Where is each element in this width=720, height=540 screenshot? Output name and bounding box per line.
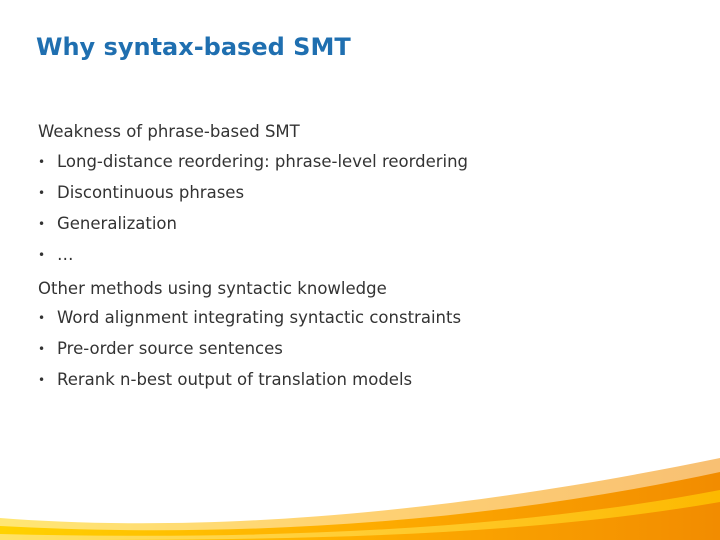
bullet-text: Generalization [57,214,177,233]
bullet-icon: • [38,155,46,169]
bullet-icon: • [38,342,46,356]
list-item [38,308,461,327]
bullet-text: Pre-order source sentences [57,339,283,358]
list-item [38,183,244,202]
list-item [38,370,412,389]
bullet-icon: • [38,217,46,231]
bullet-icon: • [38,311,46,325]
bullet-icon: • [38,373,46,387]
bullet-text: Word alignment integrating syntactic constraints [57,308,462,327]
section-heading-other-methods: Other methods using syntactic knowledge [38,279,387,298]
bullet-text: Rerank n-best output of translation models [57,370,413,389]
bullet-text: Long-distance reordering: phrase-level reordering [57,152,469,171]
decorative-swoosh [0,440,720,540]
list-item [38,339,283,358]
slide-title: Why syntax-based SMT [36,33,351,61]
bullet-text: Discontinuous phrases [57,183,245,202]
list-item [38,214,177,233]
list-item [38,245,74,264]
bullet-icon: • [38,248,46,262]
bullet-text: … [57,245,74,264]
bullet-icon: • [38,186,46,200]
section-heading-weakness: Weakness of phrase-based SMT [38,122,300,141]
list-item [38,152,468,171]
